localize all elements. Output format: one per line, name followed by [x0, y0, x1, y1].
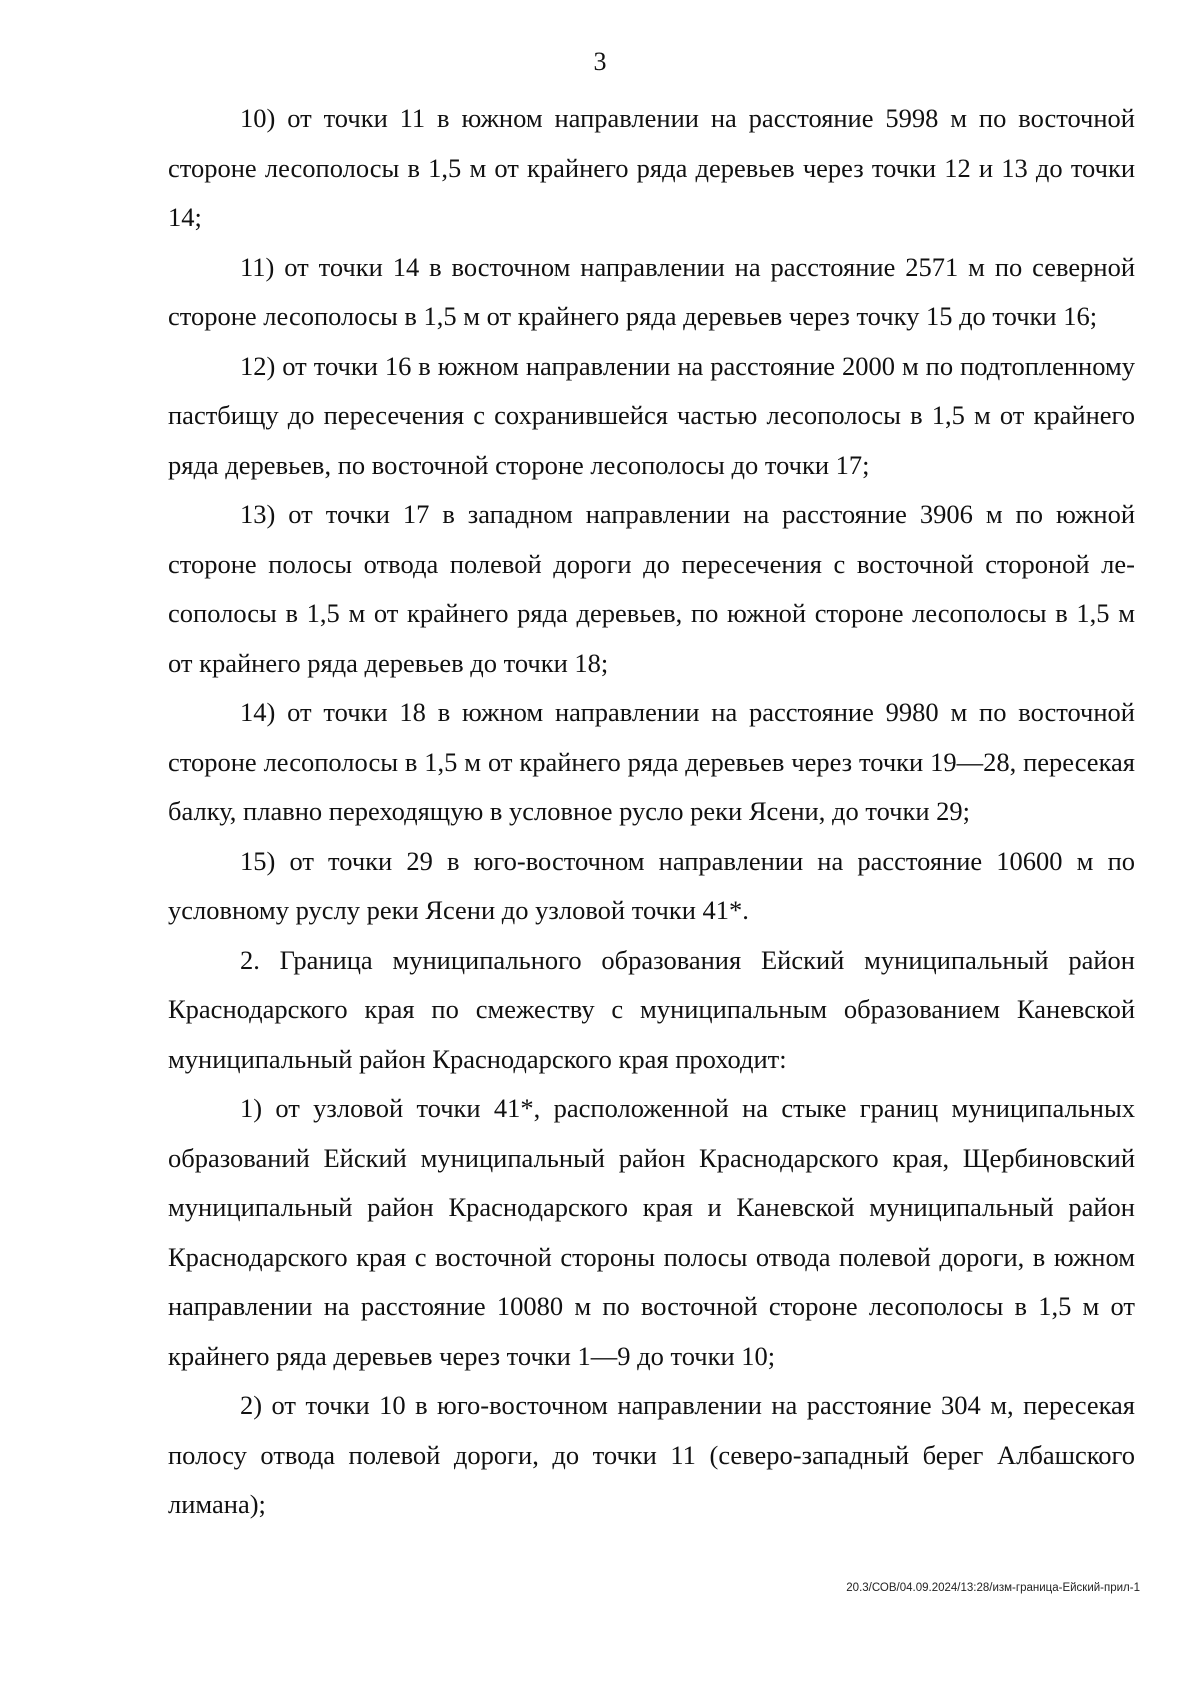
document-body: [168, 94, 1135, 1530]
document-footer-code: 20.3/СОВ/04.09.2024/13:28/изм-граница-Ейский-прил-1: [846, 1582, 1140, 1594]
paragraph-item-14: 14) от точки 18 в южном направлении на расстояние 9980 м по восточной стороне лесополосы в 1,5 м от крайнего ряда деревьев через точки 19—28, пересекая балку, плавно переходящую в условное русло реки Ясени, до точки 29;: [168, 697, 1135, 826]
page-number: 3: [593, 47, 607, 76]
paragraph-item-10: 10) от точки 11 в южном направлении на расстояние 5998 м по восточной стороне лесополосы в 1,5 м от крайнего ряда деревьев через точки 12 и 13 до точки 14;: [168, 103, 1135, 232]
paragraph-item-11: 11) от точки 14 в восточном направлении на расстояние 2571 м по северной стороне лесополосы в 1,5 м от крайнего ряда деревьев через точку 15 до точки 16;: [168, 251, 1135, 331]
paragraph-section-2-item-1: 1) от узловой точки 41*, расположенной на стыке границ муниципальных образований Ейский муниципальный район Краснодарского края, Щербиновский муниципальный район Краснодарского края и Каневской муниципальный район Краснодарского края с восточной стороны полосы отвода полевой дороги, в южном направлении на расстояние 10080 м по восточной стороне лесополосы в 1,5 м от крайнего ряда деревьев через точки 1—9 до точки 10;: [168, 1093, 1135, 1371]
paragraph-item-15: 15) от точки 29 в юго-восточном направлении на расстояние 10600 м по условному руслу реки Ясени до узловой точки 41*.: [168, 845, 1135, 925]
paragraph-item-12: 12) от точки 16 в южном направлении на расстояние 2000 м по подтопленному пастбищу до пересечения с сохранившейся частью лесополосы в 1,5 м от крайнего ряда деревьев, по восточной стороне лесополосы до точки 17;: [168, 350, 1135, 480]
paragraph-item-13: 13) от точки 17 в западном направлении на расстояние 3906 м по южной стороне полосы отвода полевой дороги до пересечения с восточной стороной лесополосы в 1,5 м от крайнего ряда деревьев, по южной стороне лесополосы в 1,5 м от крайнего ряда деревьев до точки 18;: [168, 499, 1135, 678]
paragraph-section-2-item-2: 2) от точки 10 в юго-восточном направлении на расстояние 304 м, пересекая полосу отвода полевой дороги, до точки 11 (северо-западный берег Албашского лимана);: [168, 1390, 1135, 1519]
paragraph-section-2: 2. Граница муниципального образования Ейский муниципальный район Краснодарского края по смежеству с муниципальным образованием Каневской муниципальный район Краснодарского края проходит:: [168, 944, 1135, 1074]
